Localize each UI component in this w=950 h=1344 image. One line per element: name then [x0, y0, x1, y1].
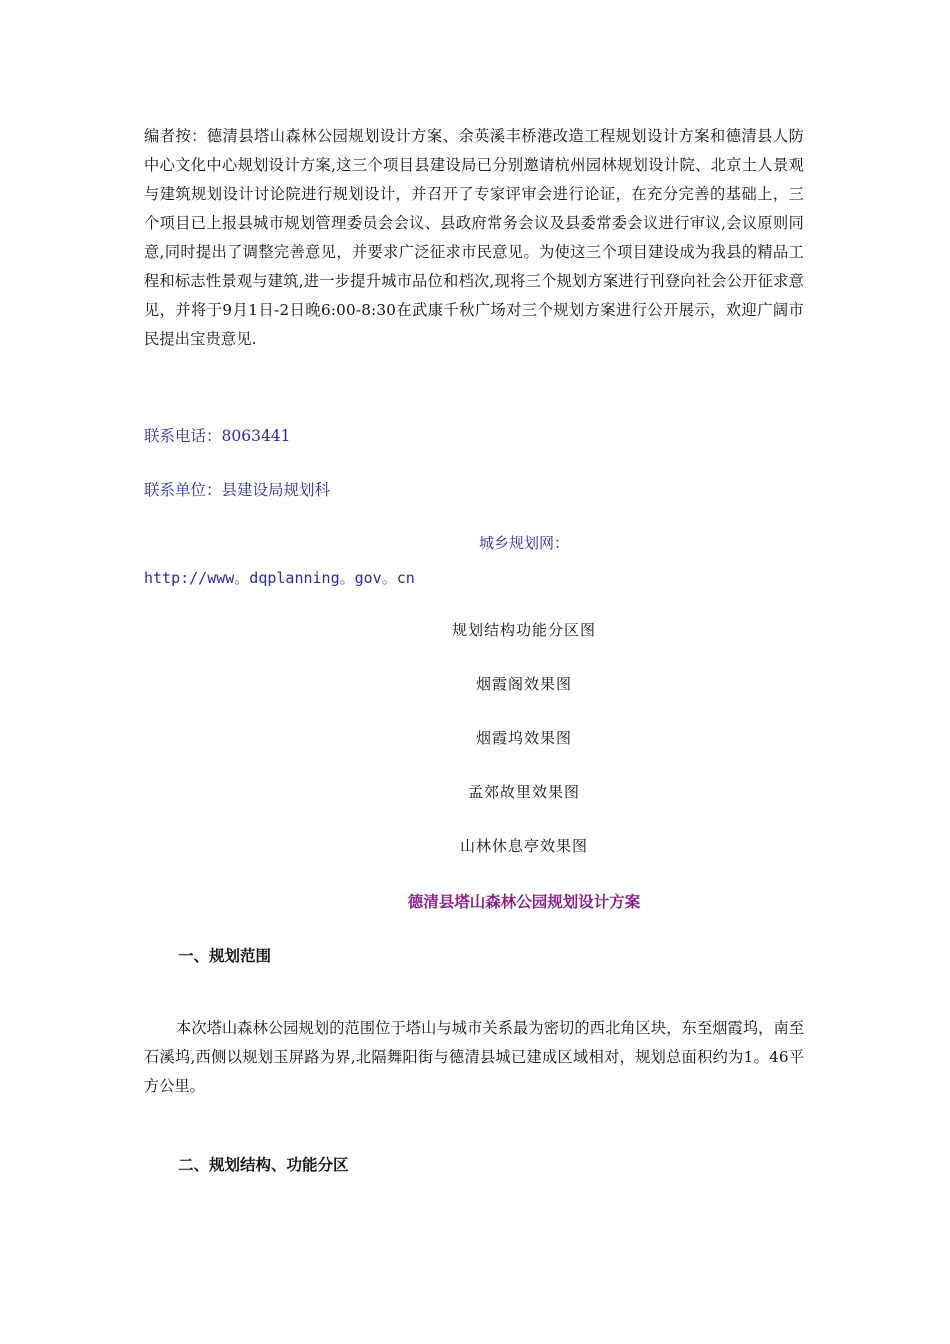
figure-list	[144, 620, 904, 890]
editor-note: 编者按：德清县塔山森林公园规划设计方案、余英溪丰桥港改造工程规划设计方案和德清县人防中心文化中心规划设计方案,这三个项目县建设局已分别邀请杭州园林规划设计院、北京土人景观与建筑规划设计讨论院进行规划设计，并召开了专家评审会进行论证，在充分完善的基础上，三个项目已上报县城市规划管理委员会会议、县政府常务会议及县委常委会议进行审议,会议原则同意,同时提出了调整完善意见，并要求广泛征求市民意见。为使这三个项目建设成为我县的精品工程和标志性景观与建筑,进一步提升城市品位和档次,现将三个规划方案进行刊登向社会公开征求意见，并将于9月1日-2日晚6:00-8:30在武康千秋广场对三个规划方案进行公开展示，欢迎广阔市民提出宝贵意见.	[144, 127, 804, 348]
figure-caption-mengjiao-hometown: 孟郊故里效果图	[467, 783, 580, 801]
website-url-link[interactable]: http://www。dqplanning。gov。cn	[144, 569, 415, 587]
figure-caption-rest-pavilion: 山林休息亭效果图	[459, 837, 588, 855]
section-heading-structure: 二、规划结构、功能分区	[178, 1156, 349, 1174]
plan-title: 德清县塔山森林公园规划设计方案	[407, 893, 641, 911]
figure-caption-structure: 规划结构功能分区图	[451, 621, 596, 639]
website-label: 城乡规划网：	[478, 534, 569, 552]
figure-caption-yanxia-pavilion: 烟霞阁效果图	[475, 675, 572, 693]
contact-phone: 联系电话：8063441	[144, 427, 291, 445]
section-body-scope: 本次塔山森林公园规划的范围位于塔山与城市关系最为密切的西北角区块，东至烟霞坞，南至石溪坞,西侧以规划玉屏路为界,北隔舞阳街与德清县城已建成区域相对，规划总面积约为1。46平方公里。	[144, 1019, 804, 1095]
figure-caption-yanxia-dock: 烟霞坞效果图	[475, 729, 572, 747]
contact-unit: 联系单位：县建设局规划科	[144, 481, 331, 499]
section-heading-scope: 一、规划范围	[178, 947, 272, 965]
